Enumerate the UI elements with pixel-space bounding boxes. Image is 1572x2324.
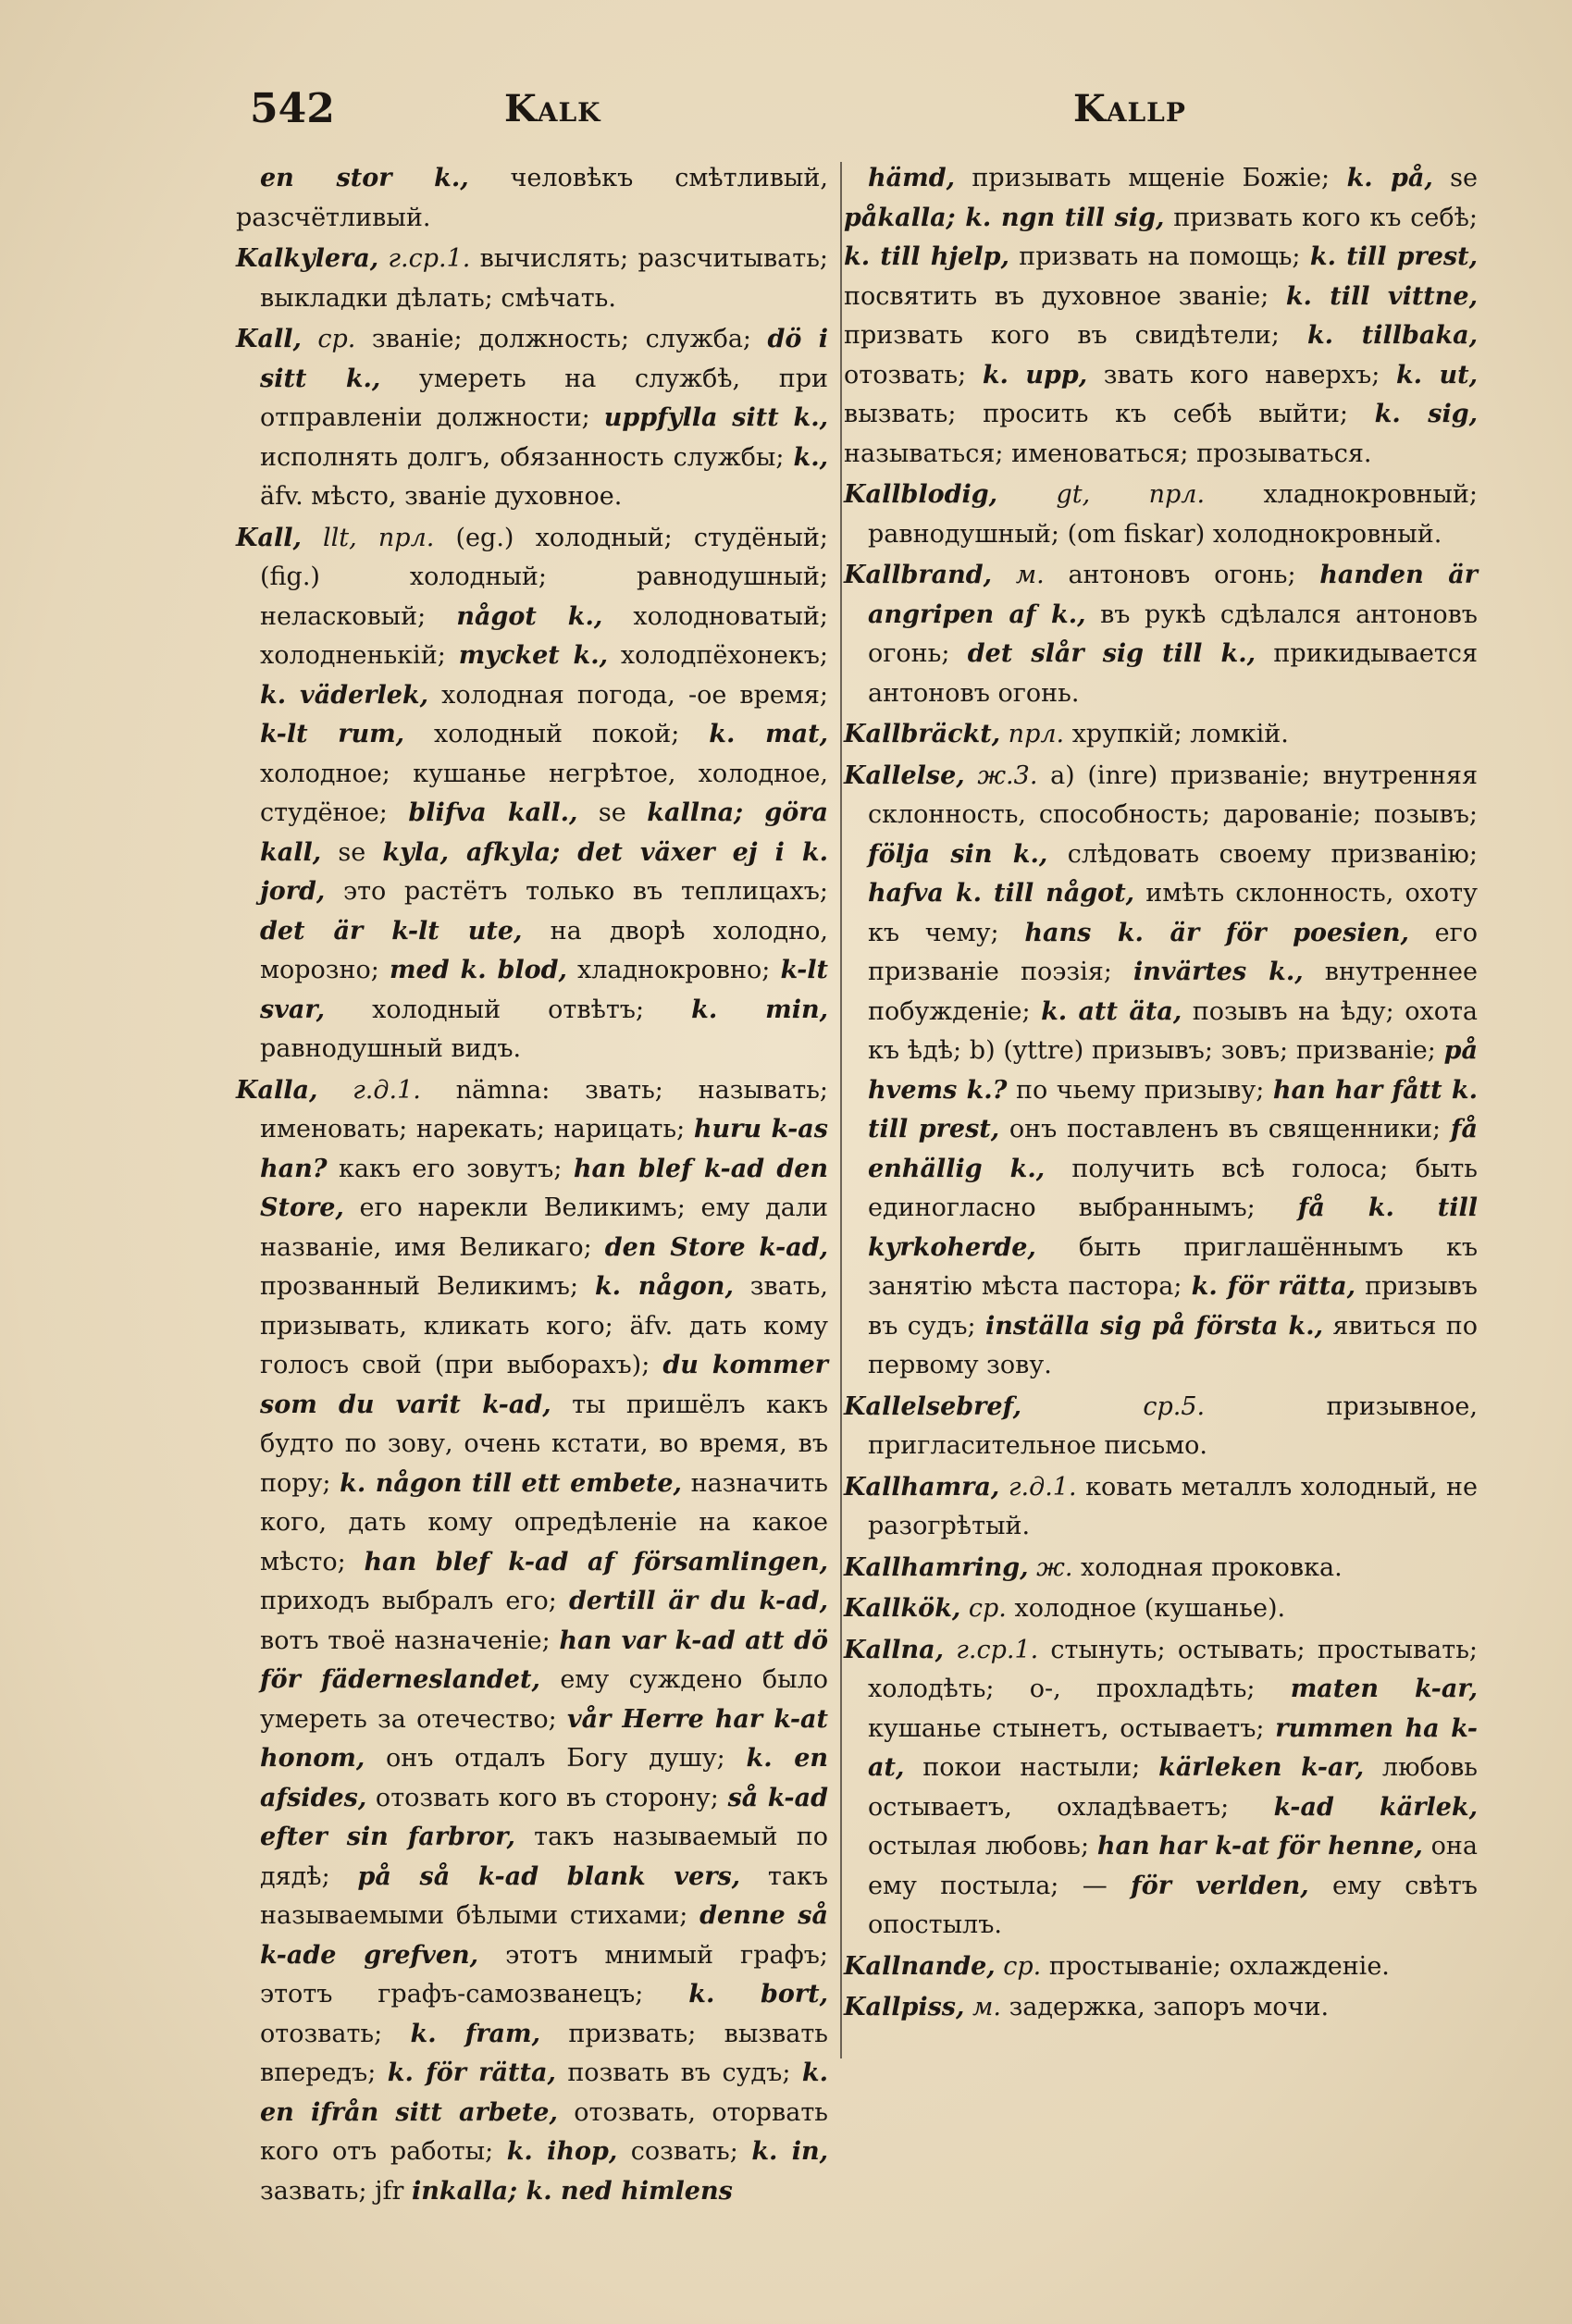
swedish-phrase: hämd, <box>868 164 955 192</box>
definition-text: явиться по первому зову. <box>868 1311 1479 1379</box>
page-number: 542 <box>250 85 335 132</box>
definition-text: холодное; кушанье негрѣтое, холодное, студёное; <box>260 759 828 827</box>
swedish-phrase: k. bort, <box>688 1980 829 2009</box>
swedish-phrase: k. för rätta, <box>1191 1272 1355 1301</box>
swedish-phrase: k. ihop, <box>506 2137 618 2166</box>
swedish-phrase: handen är angripen af k., <box>868 561 1478 629</box>
swedish-phrase: k. på, <box>1346 164 1433 192</box>
swedish-phrase: inställa sig på första k., <box>985 1311 1324 1341</box>
entry-continuation <box>844 159 1478 474</box>
definition-text: вычислять; разсчитывать; выкладки дѣлать; смѣчать. <box>260 244 829 313</box>
swedish-phrase: k. till vittne, <box>1285 281 1478 311</box>
definition-text: посвятить въ духовное званіе; <box>844 281 1286 311</box>
definition-text: позывъ на ѣду; охота къ ѣдѣ; b) (yttre) призывъ; зовъ; призваніе; <box>868 996 1479 1065</box>
entry-continuation <box>236 159 828 238</box>
swedish-phrase: få enhällig k., <box>868 1115 1478 1183</box>
definition-text: онъ отдалъ Богу душу; <box>365 1744 747 1773</box>
column-divider <box>840 162 842 2058</box>
dictionary-entry <box>844 1631 1478 1946</box>
definition-text: вызвать; просить къ себѣ выйти; <box>844 400 1375 428</box>
dictionary-entry <box>844 1947 1478 1987</box>
definition-text: называться; именоваться; прозываться. <box>844 439 1372 468</box>
definition-text: приходъ выбралъ его; <box>260 1587 569 1615</box>
definition-text: звать, призывать, кликать кого; äfv. дать кому голосъ свой (при выборахъ); <box>260 1272 828 1379</box>
swedish-phrase: få k. till kyrkoherde, <box>868 1193 1478 1262</box>
headword: Kallpiss, <box>844 1993 965 2021</box>
definition-text: холодпёхонекъ; <box>608 641 829 670</box>
headword: Kallhamring, <box>844 1552 1029 1582</box>
grammar-label: прл. <box>1000 720 1065 748</box>
definition-text: позвать въ судъ; <box>555 2058 802 2087</box>
definition-text: быть приглашённымъ къ занятію мѣста пастора; <box>868 1232 1478 1301</box>
swedish-phrase: k. fram, <box>410 2019 541 2048</box>
definition-text: äfv. мѣсто, званіе духовное. <box>260 482 623 511</box>
definition-text: холодное (кушанье). <box>1006 1594 1286 1623</box>
headword: Kallhamra, <box>844 1472 1000 1502</box>
definition-text: ему свѣтъ опостылъ. <box>868 1871 1478 1939</box>
headword: Kalkylera, <box>236 244 379 273</box>
dictionary-entry <box>844 1589 1478 1629</box>
swedish-phrase: han har k-at för henne, <box>1096 1832 1423 1860</box>
definition-text: внутреннее побужденіе; <box>868 958 1478 1026</box>
swedish-phrase: på så k-ad blank vers, <box>357 1861 741 1891</box>
swedish-phrase: dö i sitt k., <box>260 325 829 393</box>
grammar-label: ж.3. <box>964 760 1038 790</box>
definition-text: ковать металлъ холодный, не разогрѣтый. <box>868 1472 1478 1540</box>
headword: Kallna, <box>844 1635 944 1664</box>
grammar-label: ср. <box>960 1594 1007 1623</box>
swedish-phrase: k. till prest, <box>1309 242 1479 271</box>
swedish-phrase: k. tillbaka, <box>1306 321 1479 350</box>
definition-text: какъ его зовутъ; <box>327 1154 574 1183</box>
swedish-phrase: k. någon till ett embete, <box>340 1468 682 1498</box>
swedish-phrase: kallna; göra kall, <box>260 798 828 867</box>
swedish-phrase: han blef k-ad den Store, <box>260 1154 829 1222</box>
grammar-label: ср.5. <box>1021 1391 1206 1421</box>
dictionary-entry <box>236 240 828 318</box>
swedish-phrase: k. för rätta, <box>387 2058 556 2087</box>
definition-text: ему суждено было умереть за отечество; <box>260 1665 828 1734</box>
grammar-label: gt, прл. <box>997 480 1206 509</box>
left-column <box>236 159 828 2213</box>
headword: Kallelse, <box>844 760 965 790</box>
swedish-phrase: k. väderlek, <box>260 680 429 710</box>
definition-text: звать кого наверхъ; <box>1087 360 1396 389</box>
swedish-phrase: kärleken k-ar, <box>1158 1753 1365 1782</box>
grammar-label: г.ср.1. <box>378 244 471 273</box>
definition-text: отозвать кого въ сторону; <box>366 1783 728 1812</box>
swedish-phrase: maten k-ar, <box>1290 1675 1479 1703</box>
page-header <box>0 85 1572 141</box>
swedish-phrase: k-lt rum, <box>260 720 405 748</box>
swedish-phrase: k. någon, <box>594 1272 734 1301</box>
swedish-phrase: på hvems k.? <box>868 1036 1478 1105</box>
swedish-phrase: invärtes k., <box>1133 958 1304 986</box>
grammar-label: ср. <box>301 325 356 353</box>
swedish-phrase: k-ad kärlek, <box>1273 1792 1479 1822</box>
definition-text: на дворѣ холодно, морозно; <box>260 916 828 984</box>
definition-text: антоновъ огонь; <box>1044 561 1320 589</box>
headword: Kallelsebref, <box>844 1391 1021 1421</box>
definition-text: она ему постыла; — <box>868 1832 1478 1900</box>
headword: Kalla, <box>236 1075 318 1105</box>
definition-text: слѣдовать своему призванію; <box>1047 839 1479 869</box>
definition-text: получить всѣ голоса; быть единогласно выбраннымъ; <box>868 1154 1478 1222</box>
definition-text: стынуть; остывать; простывать; холодѣть; о-, прохладѣть; <box>868 1635 1478 1703</box>
definition-text: хладнокровный; равнодушный; (om fiskar) холоднокровный. <box>868 480 1478 549</box>
definition-text: прозванный Великимъ; <box>260 1272 595 1301</box>
definition-text: призвать кого въ свидѣтели; <box>844 321 1307 350</box>
dictionary-entry <box>236 1071 828 2212</box>
swedish-phrase: k. sig, <box>1374 400 1478 428</box>
definition-text: прикидывается антоновъ огонь. <box>868 639 1478 708</box>
headword: Kallbrand, <box>844 561 992 589</box>
definition-text: въ рукѣ сдѣлался антоновъ огонь; <box>868 600 1478 668</box>
swedish-phrase: k. min, <box>691 995 828 1024</box>
swedish-phrase: han var k-ad att dö för fäderneslandet, <box>260 1626 828 1694</box>
swedish-phrase: så k-ad efter sin farbror, <box>260 1783 828 1851</box>
grammar-label: г.д.1. <box>999 1472 1077 1502</box>
right-column <box>844 159 1478 2030</box>
definition-text: хрупкій; ломкій. <box>1064 720 1289 748</box>
swedish-phrase: inkalla; k. ned himlens <box>412 2176 733 2206</box>
definition-text: se <box>577 798 648 827</box>
headword: Kall, <box>236 325 302 353</box>
running-head-right: Kallp <box>1073 87 1186 130</box>
swedish-phrase: hafva k. till något, <box>868 879 1135 908</box>
definition-text: призвать кого къ себѣ; <box>1164 203 1478 232</box>
definition-text: по чьему призыву; <box>1007 1075 1273 1105</box>
swedish-phrase: han har fått k. till prest, <box>868 1075 1478 1143</box>
headword: Kallbräckt, <box>844 720 1001 748</box>
definition-text: холодный покой; <box>404 720 710 748</box>
grammar-label: ж. <box>1028 1552 1073 1582</box>
definition-text: любовь остываетъ, охладѣваетъ; <box>868 1753 1478 1822</box>
grammar-label: г.ср.1. <box>944 1635 1039 1664</box>
swedish-phrase: uppfylla sitt k., <box>603 403 828 432</box>
definition-text: его призваніе поэзія; <box>868 918 1478 986</box>
definition-text: призвать на помощь; <box>1009 242 1310 271</box>
swedish-phrase: mycket k., <box>458 641 608 670</box>
swedish-phrase: hans k. är för poesien, <box>1024 918 1409 947</box>
dictionary-entry <box>236 320 828 517</box>
swedish-phrase: den Store k-ad, <box>604 1232 828 1262</box>
definition-text: отозвать; <box>260 2019 411 2048</box>
dictionary-entry <box>844 1988 1478 2028</box>
swedish-phrase: blifva kall., <box>408 798 578 827</box>
swedish-phrase: rummen ha k-at, <box>868 1713 1478 1782</box>
swedish-phrase: k. upp, <box>982 360 1088 389</box>
definition-text: исполнять долгъ, обязанность службы; <box>260 442 794 472</box>
swedish-phrase: för verlden, <box>1131 1871 1309 1900</box>
dictionary-entry <box>844 1388 1478 1466</box>
swedish-phrase: följa sin k., <box>868 839 1048 869</box>
definition-text: простываніе; охлажденіе. <box>1041 1951 1390 1981</box>
definition-text: этотъ мнимый графъ; этотъ графъ-самозванецъ; <box>260 1940 828 2009</box>
definition-text: вотъ твоё назначеніе; <box>260 1626 560 1655</box>
definition-text: призывать мщеніе Божіе; <box>954 164 1347 192</box>
grammar-label: llt, прл. <box>301 523 435 552</box>
definition-text: холодная погода, -ое время; <box>428 680 828 710</box>
definition-text: назначить кого, дать кому опредѣленіе на какое мѣсто; <box>260 1468 828 1576</box>
definition-text: призвать; вызвать впередъ; <box>260 2019 828 2087</box>
definition-text: его нарекли Великимъ; ему дали названіе, имя Великаго; <box>260 1193 828 1262</box>
definition-text: хладнокровно; <box>566 956 781 984</box>
swedish-phrase: vår Herre har k-at honom, <box>260 1704 829 1773</box>
dictionary-entry <box>844 1468 1478 1547</box>
definition-text: равнодушный видъ. <box>260 1034 522 1063</box>
swedish-phrase: det är k-lt ute, <box>260 916 523 946</box>
dictionary-entry <box>844 1549 1478 1588</box>
swedish-phrase: du kommer som du varit k-ad, <box>260 1351 829 1419</box>
swedish-phrase: k. ut, <box>1395 360 1478 389</box>
headword: Kallkök, <box>844 1594 961 1623</box>
headword: Kallnande, <box>844 1951 996 1981</box>
grammar-label: м. <box>964 1993 1001 2021</box>
headword: Kall, <box>236 523 302 552</box>
definition-text: se <box>1432 164 1479 192</box>
swedish-phrase: kyla, afkyla; det växer ej i k. jord, <box>260 837 828 906</box>
swedish-phrase: det slår sig till k., <box>967 639 1256 668</box>
grammar-label: м. <box>991 561 1045 589</box>
swedish-phrase: k. att äta, <box>1041 996 1182 1026</box>
swedish-phrase: k. mat, <box>709 720 829 748</box>
definition-text: (eg.) холодный; студёный; (fig.) холодный; равнодушный; неласковый; <box>260 523 828 631</box>
definition-text: умереть на службѣ, при отправленіи должности; <box>260 364 828 432</box>
swedish-phrase: han blef k-ad af församlingen, <box>364 1547 828 1576</box>
swedish-phrase: k. en ifrån sitt arbete, <box>260 2058 828 2127</box>
definition-text: ты пришёлъ какъ будто по зову, очень кстати, во время, въ пору; <box>260 1390 829 1498</box>
definition-text: кушанье стынетъ, остываетъ; <box>868 1713 1276 1743</box>
dictionary-entry <box>844 476 1478 554</box>
definition-text: холодноватый; холодненькій; <box>260 601 828 670</box>
definition-text: онъ поставленъ въ священники; <box>999 1115 1451 1143</box>
definition-text: холодный отвѣтъ; <box>325 995 692 1024</box>
definition-text: человѣкъ смѣтливый, разсчётливый. <box>236 164 828 232</box>
definition-text: такъ называемый по дядѣ; <box>260 1823 828 1891</box>
swedish-phrase: k. in, <box>751 2137 828 2166</box>
definition-text: зазвать; jfr <box>260 2176 413 2206</box>
swedish-phrase: k-lt svar, <box>260 956 829 1024</box>
definition-text: отозвать; <box>844 360 983 389</box>
definition-text: задержка, запоръ мочи. <box>1000 1993 1330 2021</box>
swedish-phrase: denne så k-ade grefven, <box>260 1901 828 1970</box>
swedish-phrase: k., <box>793 442 828 472</box>
swedish-phrase: k. en afsides, <box>260 1744 829 1812</box>
swedish-phrase: k. till hjelp, <box>844 242 1009 271</box>
grammar-label: ср. <box>995 1951 1042 1981</box>
grammar-label: г.д.1. <box>317 1075 421 1105</box>
swedish-phrase: påkalla; k. ngn till sig, <box>844 203 1165 232</box>
dictionary-entry <box>844 556 1478 713</box>
definition-text: имѣть склонность, охоту къ чему; <box>868 879 1479 947</box>
definition-text: призывъ въ судъ; <box>868 1272 1478 1341</box>
definition-text: остылая любовь; <box>868 1832 1097 1860</box>
swedish-phrase: huru k-as han? <box>260 1115 829 1183</box>
definition-text: званіе; должность; служба; <box>355 325 768 353</box>
swedish-phrase: med k. blod, <box>389 956 567 984</box>
definition-text: холодная проковка. <box>1072 1552 1343 1582</box>
definition-text: это растётъ только въ теплицахъ; <box>325 877 828 906</box>
definition-text: отозвать, оторвать кого отъ работы; <box>260 2097 828 2166</box>
swedish-phrase: en stor k., <box>260 164 469 192</box>
definition-text: созвать; <box>617 2137 752 2166</box>
dictionary-entry <box>236 519 828 1069</box>
dictionary-entry <box>844 715 1478 755</box>
swedish-phrase: något k., <box>456 601 603 631</box>
definition-text: такъ называемыми бѣлыми стихами; <box>260 1861 829 1930</box>
running-head-left: Kalk <box>504 87 601 130</box>
definition-text: призывное, пригласительное письмо. <box>868 1391 1478 1460</box>
headword: Kallblodig, <box>844 480 998 509</box>
dictionary-entry <box>844 757 1478 1386</box>
definition-text: nämna: звать; называть; именовать; нарекать; нарицать; <box>260 1075 828 1143</box>
definition-text: se <box>321 837 383 867</box>
definition-text: покои настыли; <box>904 1753 1159 1782</box>
swedish-phrase: dertill är du k-ad, <box>568 1587 828 1615</box>
definition-text: a) (inre) призваніе; внутренняя склонность, способность; дарованіе; позывъ; <box>868 760 1478 829</box>
